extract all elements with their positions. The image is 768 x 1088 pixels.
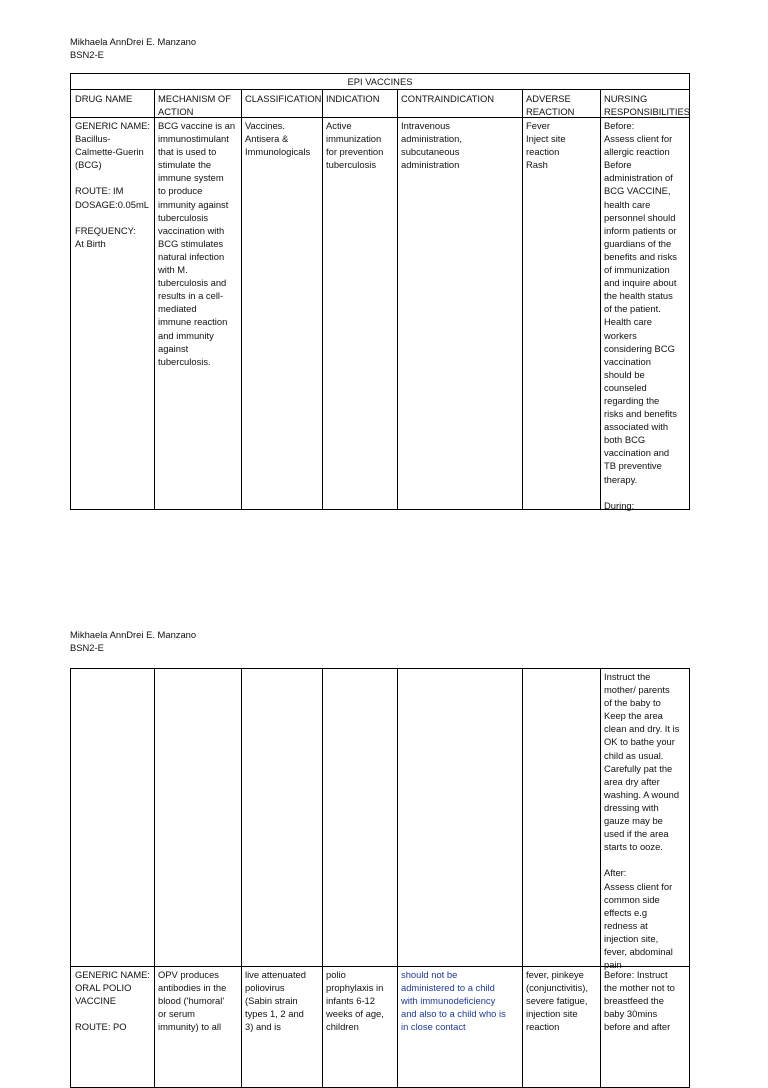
col-divider [154, 669, 155, 1087]
col-divider [154, 89, 155, 509]
col-divider [600, 669, 601, 1087]
bcg-nursing-continued: Instruct the mother/ parents of the baby to Keep the area clean and dry. It is OK to bathe your child as usual. Carefully pat the area dry after washing. A wound dressing with gauze may be used if the area starts to ooze. After: Assess client for common side effects e.g redness at injection site, fever, abdominal pain [604, 671, 680, 971]
page-header [70, 36, 196, 61]
opv-classification: live attenuated poliovirus (Sabin strain types 1, 2 and 3) and is [245, 969, 306, 1033]
col-header-classification: CLASSIFICATION [245, 93, 322, 104]
author-name: Mikhaela AnnDrei E. Manzano [70, 36, 197, 47]
author-name: Mikhaela AnnDrei E. Manzano [70, 629, 197, 640]
col-header-adverse-reaction: ADVERSE REACTION [526, 93, 575, 118]
row-divider [71, 966, 689, 967]
title-divider [71, 89, 689, 90]
bcg-nursing-responsibilities: Before: Assess client for allergic reaction Before administration of BCG VACCINE, health care personnel should inform patients or guardians of the benefits and risks of immunization and inquire about the health status of the patient. Health care workers considering BCG vaccination should be counseled regarding the risks and benefits associated with both BCG vaccination and TB preventive therapy. During: [604, 120, 677, 511]
col-divider [241, 669, 242, 1087]
col-header-drug-name: DRUG NAME [75, 93, 133, 104]
col-header-contraindication: CONTRAINDICATION [401, 93, 495, 104]
col-divider [397, 669, 398, 1087]
col-divider [241, 89, 242, 509]
opv-adverse-reaction: fever, pinkeye (conjunctivitis), severe fatigue, injection site reaction [526, 969, 588, 1033]
col-divider [322, 669, 323, 1087]
epi-vaccines-table [70, 73, 690, 510]
opv-indication: polio prophylaxis in infants 6-12 weeks of age, children [326, 969, 384, 1033]
col-divider [600, 89, 601, 509]
col-divider [397, 89, 398, 509]
col-header-mechanism: MECHANISM OF ACTION [158, 93, 231, 118]
section-label: BSN2-E [70, 48, 104, 60]
opv-mechanism: OPV produces antibodies in the blood ('humoral' or serum immunity) to all [158, 969, 227, 1033]
col-divider [522, 89, 523, 509]
col-header-nursing: NURSING RESPONSIBILITIES [604, 93, 690, 118]
table-title: EPI VACCINES [347, 76, 413, 87]
opv-nursing-responsibilities: Before: Instruct the mother not to breastfeed the baby 30mins before and after [604, 969, 675, 1033]
col-header-indication: INDICATION [326, 93, 380, 104]
opv-drug-name: GENERIC NAME: ORAL POLIO VACCINE ROUTE: PO [75, 969, 151, 1033]
bcg-drug-name: GENERIC NAME: Bacillus- Calmette-Guerin (BCG) ROUTE: IM DOSAGE:0.05mL FREQUENCY: At Birth [75, 120, 151, 249]
bcg-classification: Vaccines. Antisera & Immunologicals [245, 120, 311, 158]
epi-vaccines-table-continued [70, 668, 690, 1088]
col-divider [522, 669, 523, 1087]
opv-contraindication: should not be administered to a child with immunodeficiency and also to a child who is in close contact [401, 969, 506, 1033]
col-divider [322, 89, 323, 509]
page-header [70, 629, 196, 654]
section-label: BSN2-E [70, 641, 104, 653]
bcg-indication: Active immunization for prevention tuberculosis [326, 120, 384, 171]
bcg-contraindication: Intravenous administration, subcutaneous administration [401, 120, 462, 171]
bcg-adverse-reaction: Fever Inject site reaction Rash [526, 120, 566, 171]
document-page-2 [0, 625, 768, 1033]
bcg-mechanism: BCG vaccine is an immunostimulant that is used to stimulate the immune system to produce immunity against tuberculosis vaccination with BCG stimulates natural infection with M. tuberculosis and results in a cell- mediated immune reaction and immunity against tuberculosis. [158, 120, 236, 367]
